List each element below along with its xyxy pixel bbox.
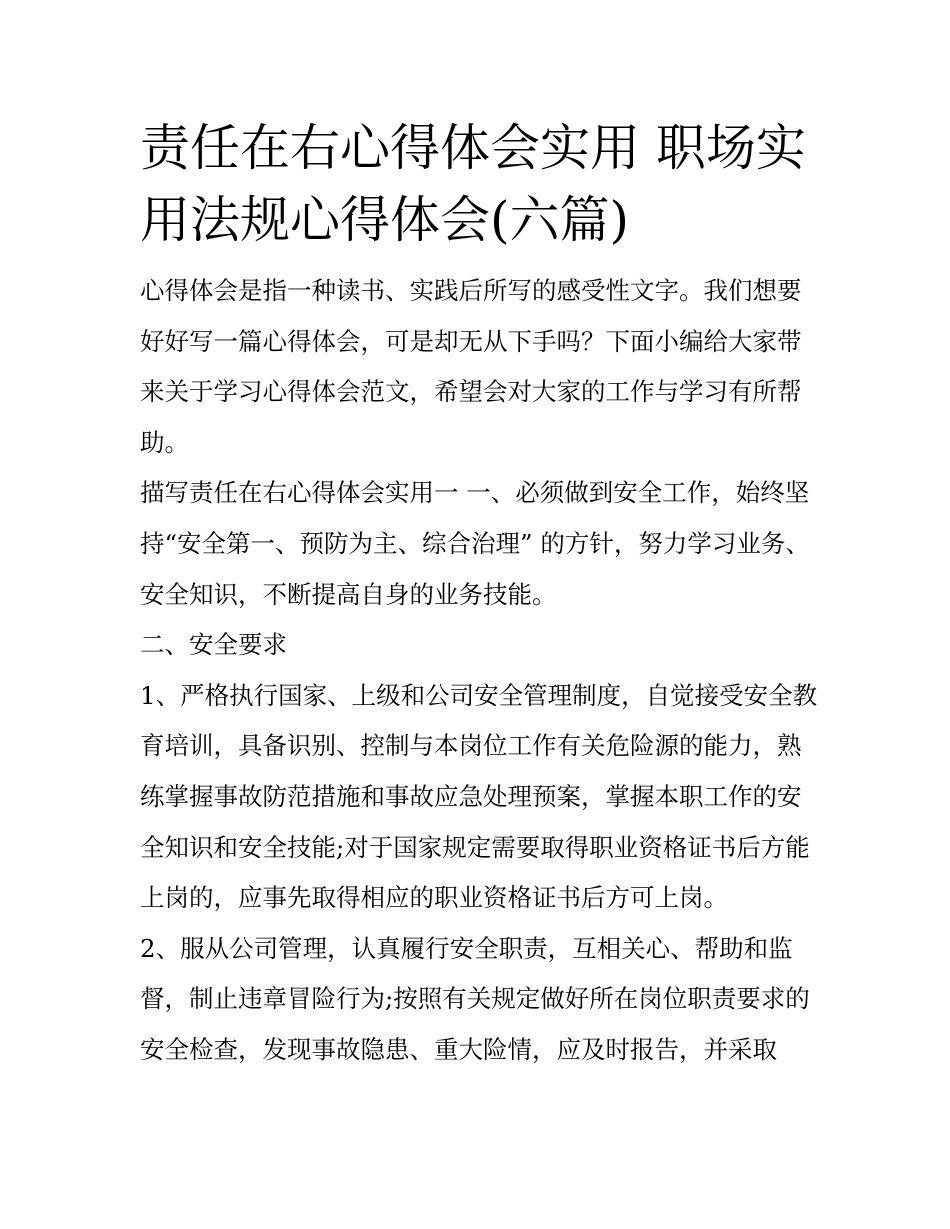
paragraph-intro: 心得体会是指一种读书、实践后所写的感受性文字。我们想要好好写一篇心得体会，可是却无从下手吗？下面小编给大家带来关于学习心得体会范文，希望会对大家的工作与学习有所帮助。	[140, 276, 802, 457]
paragraph-section-one: 描写责任在右心得体会实用一 一、必须做到安全工作，始终坚持“安全第一、预防为主、综合治理” 的方针，努力学习业务、安全知识，不断提高自身的业务技能。	[140, 478, 810, 609]
document-title: 责任在右心得体会实用 职场实用法规心得体会(六篇)	[140, 119, 806, 249]
document-body	[140, 112, 820, 1076]
section-heading-safety-requirements: 二、安全要求	[140, 630, 287, 660]
paragraph-item-1: 1、严格执行国家、上级和公司安全管理制度，自觉接受安全教育培训，具备识别、控制与本岗位工作有关危险源的能力，熟练掌握事故防范措施和事故应急处理预案，掌握本职工作的安全知识和安全技能;对于国家规定需要取得职业资格证书后方能上岗的，应事先取得相应的职业资格证书后方可上岗。	[140, 680, 818, 913]
paragraph-item-2: 2、服从公司管理，认真履行安全职责，互相关心、帮助和监督，制止违章冒险行为;按照有关规定做好所在岗位职责要求的安全检查，发现事故隐患、重大险情，应及时报告，并采取	[140, 933, 810, 1064]
